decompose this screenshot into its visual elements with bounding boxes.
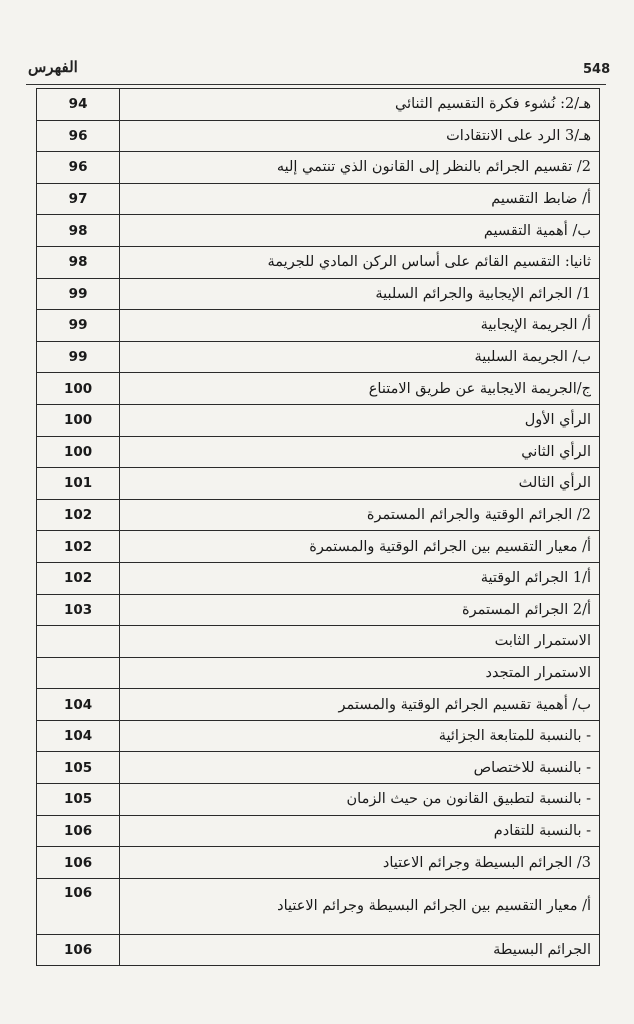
toc-entry-title: أ/ معيار التقسيم بين الجرائم الوقتية والمستمرة <box>120 531 600 563</box>
toc-entry-page: 104 <box>37 720 120 752</box>
toc-entry-title: هـ/3 الرد على الانتقادات <box>120 120 600 152</box>
toc-entry-page: 100 <box>37 436 120 468</box>
toc-row <box>37 89 600 121</box>
toc-entry-title: أ/ الجريمة الإيجابية <box>120 310 600 342</box>
toc-row <box>37 120 600 152</box>
toc-entry-page: 98 <box>37 246 120 278</box>
toc-entry-page: 106 <box>37 878 120 934</box>
toc-entry-title: - بالنسبة لتطبيق القانون من حيث الزمان <box>120 784 600 816</box>
toc-entry-page: 101 <box>37 468 120 500</box>
toc-row <box>37 689 600 721</box>
toc-row <box>37 278 600 310</box>
toc-row <box>37 878 600 934</box>
toc-entry-title: الاستمرار المتجدد <box>120 657 600 689</box>
toc-entry-page: 105 <box>37 752 120 784</box>
toc-entry-title: ب/ الجريمة السلبية <box>120 341 600 373</box>
toc-entry-title: ثانيا: التقسيم القائم على أساس الركن المادي للجريمة <box>120 246 600 278</box>
toc-row <box>37 720 600 752</box>
toc-row <box>37 594 600 626</box>
toc-row <box>37 436 600 468</box>
header-rule <box>26 84 606 85</box>
page-number: 548 <box>583 62 611 77</box>
toc-row <box>37 531 600 563</box>
toc-entry-page: 102 <box>37 499 120 531</box>
toc-entry-page: 98 <box>37 215 120 247</box>
toc-row <box>37 183 600 215</box>
toc-entry-page: 102 <box>37 562 120 594</box>
toc-entry-title: أ/2 الجرائم المستمرة <box>120 594 600 626</box>
toc-row <box>37 215 600 247</box>
toc-entry-page <box>37 657 120 689</box>
toc-entry-page: 97 <box>37 183 120 215</box>
toc-entry-title: أ/ ضابط التقسيم <box>120 183 600 215</box>
toc-row <box>37 341 600 373</box>
toc-entry-page: 99 <box>37 310 120 342</box>
toc-entry-page <box>37 626 120 658</box>
toc-row <box>37 468 600 500</box>
toc-row <box>37 373 600 405</box>
toc-entry-title: الرأي الثاني <box>120 436 600 468</box>
toc-entry-title: أ/1 الجرائم الوقتية <box>120 562 600 594</box>
toc-entry-page: 106 <box>37 934 120 966</box>
toc-entry-page: 106 <box>37 815 120 847</box>
toc-row <box>37 310 600 342</box>
toc-row <box>37 246 600 278</box>
toc-entry-title: 3/ الجرائم البسيطة وجرائم الاعتياد <box>120 847 600 879</box>
toc-entry-title: الرأي الثالث <box>120 468 600 500</box>
toc-row <box>37 152 600 184</box>
running-header-title: الفهرس <box>28 58 78 76</box>
toc-entry-title: 1/ الجرائم الإيجابية والجرائم السلبية <box>120 278 600 310</box>
toc-entry-title: هـ/2: نُشوء فكرة التقسيم الثنائي <box>120 89 600 121</box>
toc-entry-page: 96 <box>37 120 120 152</box>
toc-entry-title: ج/الجريمة الايجابية عن طريق الامتناع <box>120 373 600 405</box>
toc-entry-title: - بالنسبة للمتابعة الجزائية <box>120 720 600 752</box>
toc-entry-page: 105 <box>37 784 120 816</box>
toc-entry-title: 2/ تقسيم الجرائم بالنظر إلى القانون الذي تنتمي إليه <box>120 152 600 184</box>
toc-row <box>37 499 600 531</box>
toc-entry-title: - بالنسبة للاختصاص <box>120 752 600 784</box>
toc-row <box>37 626 600 658</box>
toc-row <box>37 404 600 436</box>
toc-row <box>37 847 600 879</box>
toc-entry-page: 100 <box>37 373 120 405</box>
toc-entry-title: أ/ معيار التقسيم بين الجرائم البسيطة وجرائم الاعتياد <box>120 878 600 934</box>
toc-entry-title: ب/ أهمية التقسيم <box>120 215 600 247</box>
toc-row <box>37 934 600 966</box>
toc-table <box>36 88 600 966</box>
toc-entry-page: 106 <box>37 847 120 879</box>
toc-row <box>37 657 600 689</box>
toc-row <box>37 562 600 594</box>
toc-entry-page: 103 <box>37 594 120 626</box>
toc-entry-page: 104 <box>37 689 120 721</box>
toc-row <box>37 752 600 784</box>
toc-entry-title: الرأي الأول <box>120 404 600 436</box>
toc-entry-page: 100 <box>37 404 120 436</box>
toc-entry-title: 2/ الجرائم الوقتية والجرائم المستمرة <box>120 499 600 531</box>
toc-entry-page: 102 <box>37 531 120 563</box>
toc-entry-page: 99 <box>37 341 120 373</box>
toc-entry-page: 96 <box>37 152 120 184</box>
toc-row <box>37 784 600 816</box>
toc-entry-title: الجرائم البسيطة <box>120 934 600 966</box>
toc-entry-title: الاستمرار الثابت <box>120 626 600 658</box>
toc-entry-title: - بالنسبة للتقادم <box>120 815 600 847</box>
toc-entry-page: 99 <box>37 278 120 310</box>
toc-entry-page: 94 <box>37 89 120 121</box>
toc-row <box>37 815 600 847</box>
toc-entry-title: ب/ أهمية تقسيم الجرائم الوقتية والمستمر <box>120 689 600 721</box>
